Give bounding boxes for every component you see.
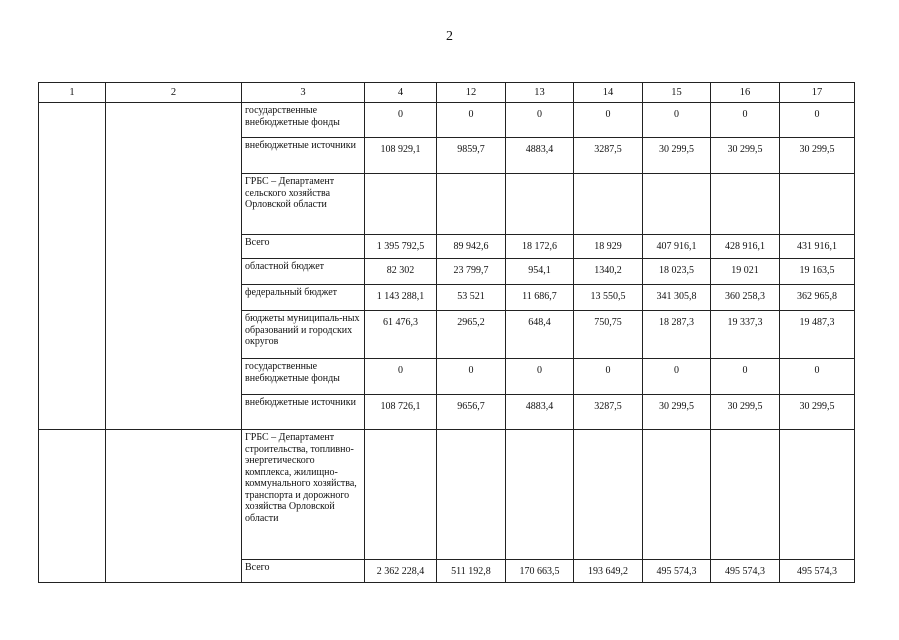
value-cell: 30 299,5 bbox=[643, 395, 711, 430]
value-cell bbox=[574, 430, 643, 560]
value-cell: 30 299,5 bbox=[711, 395, 780, 430]
value-cell: 0 bbox=[780, 359, 855, 395]
value-cell: 18 287,3 bbox=[643, 311, 711, 359]
value-cell: 4883,4 bbox=[506, 138, 574, 174]
value-cell: 431 916,1 bbox=[780, 235, 855, 259]
value-cell: 0 bbox=[437, 103, 506, 138]
value-cell: 0 bbox=[574, 103, 643, 138]
group-cell-col2 bbox=[106, 103, 242, 430]
value-cell: 0 bbox=[506, 359, 574, 395]
row-label: федеральный бюджет bbox=[242, 285, 365, 311]
value-cell: 89 942,6 bbox=[437, 235, 506, 259]
value-cell: 0 bbox=[365, 103, 437, 138]
header-cell: 13 bbox=[506, 83, 574, 103]
value-cell bbox=[506, 174, 574, 235]
header-cell: 16 bbox=[711, 83, 780, 103]
value-cell bbox=[780, 174, 855, 235]
value-cell bbox=[574, 174, 643, 235]
value-cell: 2 362 228,4 bbox=[365, 560, 437, 583]
value-cell: 0 bbox=[437, 359, 506, 395]
value-cell: 82 302 bbox=[365, 259, 437, 285]
value-cell: 11 686,7 bbox=[506, 285, 574, 311]
header-row bbox=[39, 83, 855, 103]
value-cell: 13 550,5 bbox=[574, 285, 643, 311]
value-cell: 18 172,6 bbox=[506, 235, 574, 259]
value-cell: 750,75 bbox=[574, 311, 643, 359]
value-cell: 23 799,7 bbox=[437, 259, 506, 285]
value-cell: 341 305,8 bbox=[643, 285, 711, 311]
value-cell bbox=[437, 430, 506, 560]
value-cell: 362 965,8 bbox=[780, 285, 855, 311]
row-label: ГРБС – Департамент сельского хозяйства Орловской области bbox=[242, 174, 365, 235]
value-cell: 0 bbox=[711, 103, 780, 138]
value-cell: 30 299,5 bbox=[643, 138, 711, 174]
value-cell: 53 521 bbox=[437, 285, 506, 311]
value-cell bbox=[711, 174, 780, 235]
header-cell: 17 bbox=[780, 83, 855, 103]
value-cell: 18 023,5 bbox=[643, 259, 711, 285]
header-cell: 12 bbox=[437, 83, 506, 103]
table-row bbox=[39, 103, 855, 138]
budget-table bbox=[38, 82, 855, 583]
header-cell: 2 bbox=[106, 83, 242, 103]
group-cell-col2 bbox=[106, 430, 242, 583]
value-cell: 0 bbox=[711, 359, 780, 395]
value-cell: 0 bbox=[643, 103, 711, 138]
value-cell: 0 bbox=[574, 359, 643, 395]
row-label: внебюджетные источники bbox=[242, 395, 365, 430]
value-cell: 19 021 bbox=[711, 259, 780, 285]
row-label: государственные внебюджетные фонды bbox=[242, 359, 365, 395]
value-cell: 360 258,3 bbox=[711, 285, 780, 311]
value-cell: 954,1 bbox=[506, 259, 574, 285]
value-cell: 9859,7 bbox=[437, 138, 506, 174]
value-cell: 648,4 bbox=[506, 311, 574, 359]
row-label: Всего bbox=[242, 560, 365, 583]
value-cell: 18 929 bbox=[574, 235, 643, 259]
value-cell: 3287,5 bbox=[574, 395, 643, 430]
value-cell: 61 476,3 bbox=[365, 311, 437, 359]
value-cell: 1340,2 bbox=[574, 259, 643, 285]
value-cell: 511 192,8 bbox=[437, 560, 506, 583]
value-cell: 108 726,1 bbox=[365, 395, 437, 430]
value-cell: 1 143 288,1 bbox=[365, 285, 437, 311]
value-cell: 407 916,1 bbox=[643, 235, 711, 259]
value-cell: 495 574,3 bbox=[711, 560, 780, 583]
value-cell bbox=[437, 174, 506, 235]
value-cell bbox=[780, 430, 855, 560]
value-cell: 495 574,3 bbox=[780, 560, 855, 583]
value-cell: 0 bbox=[643, 359, 711, 395]
value-cell: 108 929,1 bbox=[365, 138, 437, 174]
value-cell bbox=[506, 430, 574, 560]
group-cell-col1 bbox=[39, 103, 106, 430]
row-label: Всего bbox=[242, 235, 365, 259]
value-cell: 30 299,5 bbox=[780, 395, 855, 430]
value-cell: 19 487,3 bbox=[780, 311, 855, 359]
value-cell bbox=[365, 430, 437, 560]
row-label: ГРБС – Департамент строительства, топливно-энергетического комплекса, жилищно-коммунального хозяйства, транспорта и дорожного хозяйства Орловской области bbox=[242, 430, 365, 560]
row-label: областной бюджет bbox=[242, 259, 365, 285]
row-label: государственные внебюджетные фонды bbox=[242, 103, 365, 138]
value-cell: 428 916,1 bbox=[711, 235, 780, 259]
header-cell: 15 bbox=[643, 83, 711, 103]
row-label: внебюджетные источники bbox=[242, 138, 365, 174]
table-row bbox=[39, 430, 855, 560]
value-cell bbox=[365, 174, 437, 235]
header-cell: 1 bbox=[39, 83, 106, 103]
row-label: бюджеты муниципаль-ных образований и городских округов bbox=[242, 311, 365, 359]
value-cell: 193 649,2 bbox=[574, 560, 643, 583]
value-cell: 4883,4 bbox=[506, 395, 574, 430]
value-cell: 2965,2 bbox=[437, 311, 506, 359]
value-cell: 0 bbox=[365, 359, 437, 395]
value-cell: 0 bbox=[506, 103, 574, 138]
value-cell: 495 574,3 bbox=[643, 560, 711, 583]
value-cell: 19 337,3 bbox=[711, 311, 780, 359]
header-cell: 14 bbox=[574, 83, 643, 103]
value-cell: 3287,5 bbox=[574, 138, 643, 174]
value-cell: 9656,7 bbox=[437, 395, 506, 430]
value-cell: 1 395 792,5 bbox=[365, 235, 437, 259]
value-cell: 30 299,5 bbox=[711, 138, 780, 174]
value-cell: 19 163,5 bbox=[780, 259, 855, 285]
value-cell bbox=[643, 430, 711, 560]
value-cell: 0 bbox=[780, 103, 855, 138]
header-cell: 4 bbox=[365, 83, 437, 103]
group-cell-col1 bbox=[39, 430, 106, 583]
value-cell: 30 299,5 bbox=[780, 138, 855, 174]
value-cell bbox=[643, 174, 711, 235]
header-cell: 3 bbox=[242, 83, 365, 103]
value-cell bbox=[711, 430, 780, 560]
value-cell: 170 663,5 bbox=[506, 560, 574, 583]
page-number: 2 bbox=[446, 29, 453, 44]
